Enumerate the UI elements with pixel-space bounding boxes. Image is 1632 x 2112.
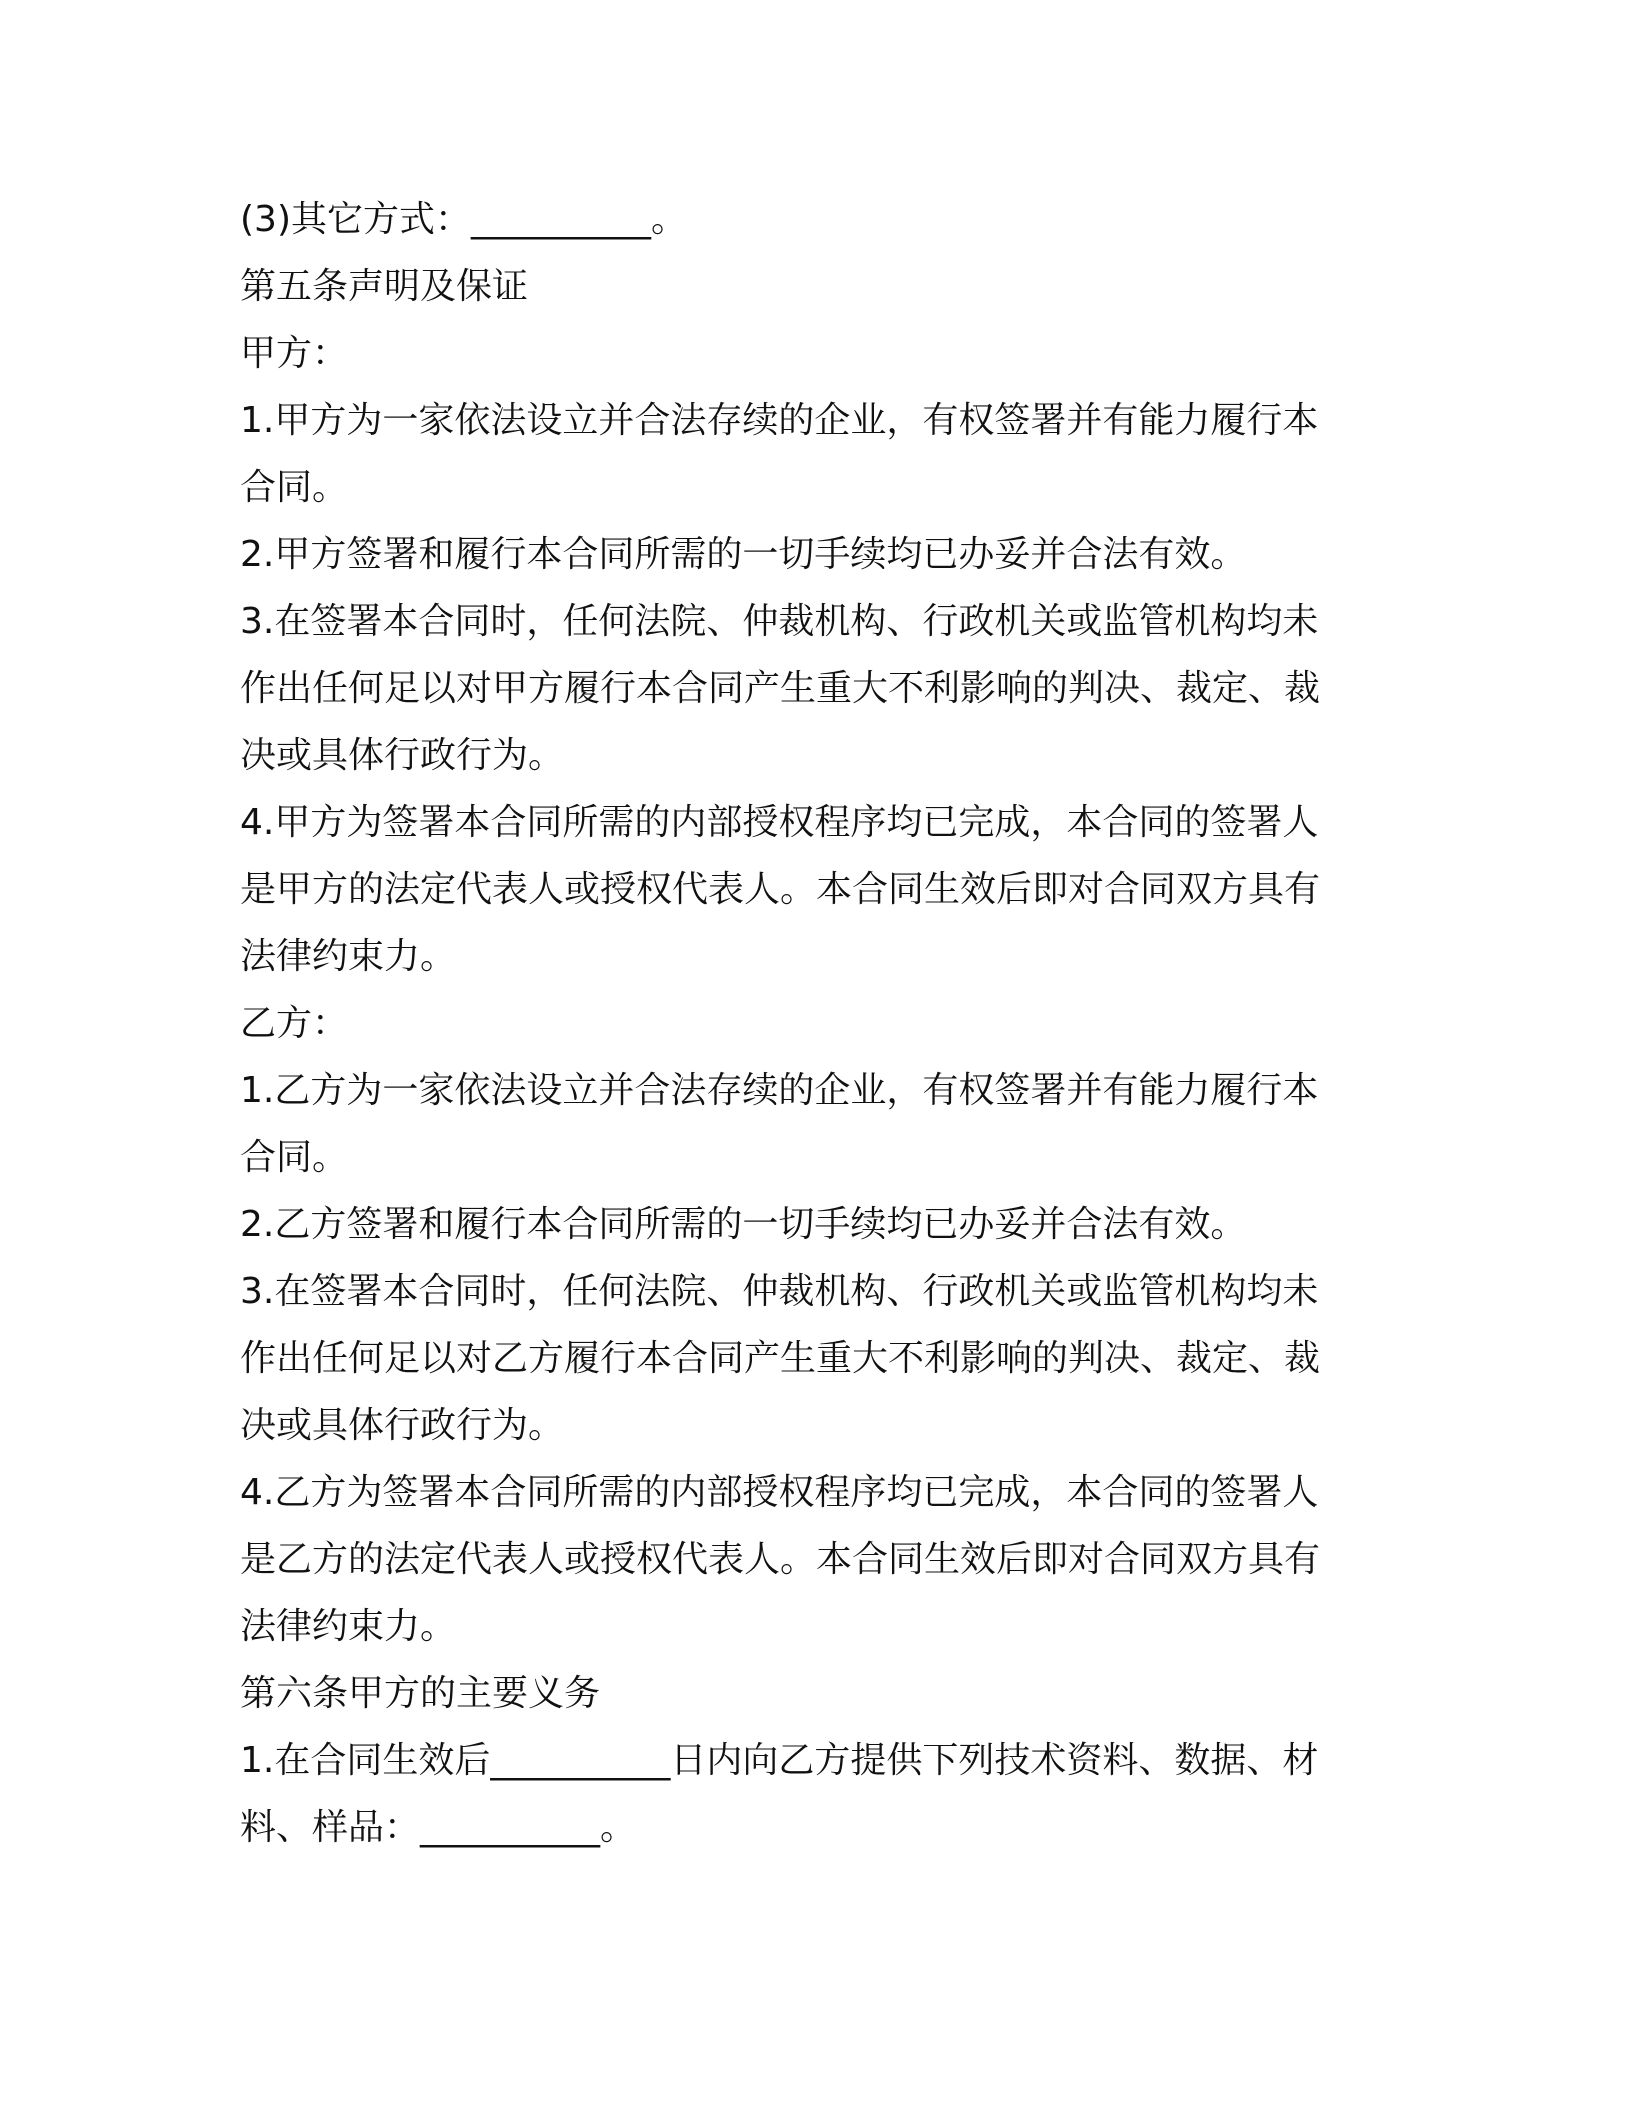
party-b-clause-3-line-3: 决或具体行政行为。 (240, 1405, 565, 1446)
heading-article-5: 第五条声明及保证 (240, 266, 529, 307)
party-a-clause-3-line-2: 作出任何足以对甲方履行本合同产生重大不利影响的判决、裁定、裁 (240, 668, 1321, 709)
party-a-clause-4-line-3: 法律约束力。 (240, 936, 457, 977)
party-b-clause-1-line-1: 1.乙方为一家依法设立并合法存续的企业，有权签署并有能力履行本 (240, 1070, 1319, 1111)
party-a-clause-4-line-1: 4.甲方为签署本合同所需的内部授权程序均已完成，本合同的签署人 (240, 802, 1319, 843)
party-b-label: 乙方： (240, 1003, 349, 1044)
party-a-clause-1-line-2: 合同。 (240, 467, 349, 508)
party-a-clause-3-line-3: 决或具体行政行为。 (240, 735, 565, 776)
party-b-clause-4-line-2: 是乙方的法定代表人或授权代表人。本合同生效后即对合同双方具有 (240, 1539, 1321, 1580)
party-b-clause-3-line-1: 3.在签署本合同时，任何法院、仲裁机构、行政机关或监管机构均未 (240, 1271, 1319, 1312)
heading-article-6: 第六条甲方的主要义务 (240, 1673, 601, 1714)
party-b-clause-3-line-2: 作出任何足以对乙方履行本合同产生重大不利影响的判决、裁定、裁 (240, 1338, 1321, 1379)
article-6-clause-1-line-2: 料、样品：__________。 (240, 1807, 637, 1848)
line-other-method: (3)其它方式：__________。 (240, 199, 687, 240)
party-a-clause-2: 2.甲方签署和履行本合同所需的一切手续均已办妥并合法有效。 (240, 534, 1247, 575)
party-a-clause-3-line-1: 3.在签署本合同时，任何法院、仲裁机构、行政机关或监管机构均未 (240, 601, 1319, 642)
document-body (240, 186, 1370, 1861)
party-b-clause-4-line-3: 法律约束力。 (240, 1606, 457, 1647)
party-a-label: 甲方： (240, 333, 349, 374)
party-b-clause-1-line-2: 合同。 (240, 1137, 349, 1178)
party-b-clause-4-line-1: 4.乙方为签署本合同所需的内部授权程序均已完成，本合同的签署人 (240, 1472, 1319, 1513)
party-a-clause-4-line-2: 是甲方的法定代表人或授权代表人。本合同生效后即对合同双方具有 (240, 869, 1321, 910)
party-b-clause-2: 2.乙方签署和履行本合同所需的一切手续均已办妥并合法有效。 (240, 1204, 1247, 1245)
party-a-clause-1-line-1: 1.甲方为一家依法设立并合法存续的企业，有权签署并有能力履行本 (240, 400, 1319, 441)
article-6-clause-1-line-1: 1.在合同生效后__________日内向乙方提供下列技术资料、数据、材 (240, 1740, 1319, 1781)
